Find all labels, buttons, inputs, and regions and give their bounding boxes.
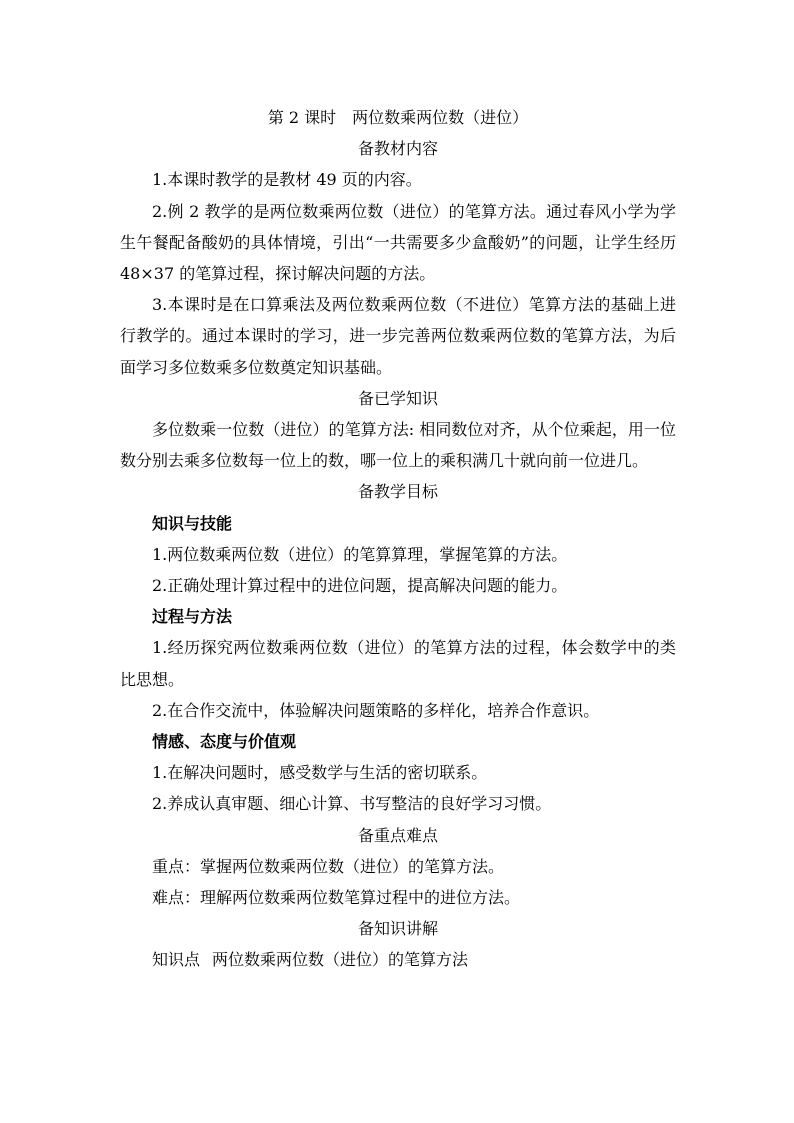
materials-item-3: 3.本课时是在口算乘法及两位数乘两位数（不进位）笔算方法的基础上进行教学的。通过本课时的学习，进一步完善两位数乘两位数的笔算方法，为后面学习多位数乘多位数奠定知识基础。	[120, 295, 676, 377]
goal-item: 1.经历探究两位数乘两位数（进位）的笔算方法的过程，体会数学中的类比思想。	[120, 638, 676, 689]
difficulty-point: 难点：理解两位数乘两位数笔算过程中的进位方法。	[152, 888, 521, 908]
goal-item: 2.在合作交流中，体验解决问题策略的多样化，培养合作意识。	[152, 700, 600, 720]
section-heading-key-points: 备重点难点	[357, 825, 438, 845]
key-point: 重点：掌握两位数乘两位数（进位）的笔算方法。	[152, 856, 505, 876]
knowledge-point-title: 两位数乘两位数（进位）的笔算方法	[212, 950, 469, 970]
goal-item: 1.两位数乘两位数（进位）的笔算算理，掌握笔算的方法。	[152, 544, 568, 564]
goal-item: 1.在解决问题时，感受数学与生活的密切联系。	[152, 763, 488, 783]
goal-group-label: 知识与技能	[152, 513, 233, 533]
materials-item-1: 1.本课时教学的是教材 49 页的内容。	[152, 170, 422, 190]
goal-item: 2.养成认真审题、细心计算、书写整洁的良好学习习惯。	[152, 794, 552, 814]
section-heading-prior: 备已学知识	[357, 388, 438, 408]
goal-group-label: 过程与方法	[152, 607, 233, 627]
section-heading-goals: 备教学目标	[357, 482, 438, 502]
prior-knowledge-text: 多位数乘一位数（进位）的笔算方法: 相同数位对齐，从个位乘起，用一位数分别去乘多位数每一位上的数，哪一位上的乘积满几十就向前一位进几。	[120, 420, 676, 471]
knowledge-point-label: 知识点	[152, 950, 201, 970]
goal-group-label: 情感、态度与价值观	[152, 732, 297, 752]
document-page	[120, 102, 676, 976]
materials-item-2: 2.例 2 教学的是两位数乘两位数（进位）的笔算方法。通过春风小学为学生午餐配备酸奶的具体情境，引出“一共需要多少盒酸奶”的问题，让学生经历 48×37 的笔算过程，探讨解决问题的方法。	[120, 201, 676, 284]
goal-item: 2.正确处理计算过程中的进位问题，提高解决问题的能力。	[152, 576, 568, 596]
section-heading-materials: 备教材内容	[357, 139, 438, 159]
lesson-title: 第 2 课时 两位数乘两位数（进位）	[267, 108, 529, 127]
knowledge-point	[120, 944, 676, 975]
section-heading-knowledge: 备知识讲解	[357, 919, 438, 939]
